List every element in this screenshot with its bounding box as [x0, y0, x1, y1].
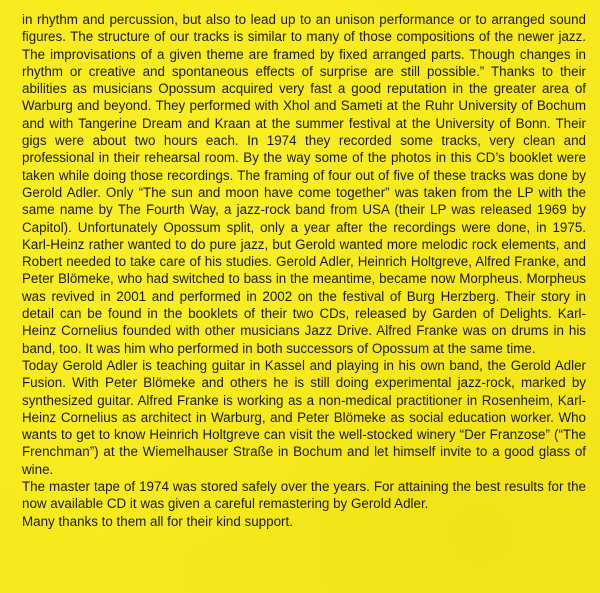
paragraph-today: Today Gerold Adler is teaching guitar in Kassel and playing in his own band, the Gerold Adler Fusion. With Peter Blömeke and others he is still doing experimental jazz-rock, marked by synthesized guitar. Alfred Franke is working as a non-medical practitioner in Rosenheim, Karl-Heinz Cornelius as architect in Warburg, and Peter Blömeke as social education worker. Who wants to get to know Heinrich Holtgreve can visit the well-stocked winery “Der Franzose” (“The Frenchman”) at the Wiemelhauser Straße in Bochum and let himself invite to a good glass of wine. — [22, 357, 586, 477]
paragraph-thanks: Many thanks to them all for their kind support. — [22, 513, 293, 529]
body-text — [22, 11, 586, 530]
paragraph-master-tape: The master tape of 1974 was stored safely over the years. For attaining the best results for the now available CD it was given a careful remastering by Gerold Adler. — [22, 479, 586, 512]
paragraph-history: in rhythm and percussion, but also to lead up to an unison performance or to arranged sound figures. The structure of our tracks is similar to many of those compositions of the newer jazz. The improvisations of a given theme are framed by fixed arranged parts. Though changes in rhythm or creative and spontaneous effects of surprise are still possible.” Thanks to their abilities as musicians Opossum acquired very fast a good reputation in the greater area of Warburg and beyond. They performed with Xhol and Sameti at the Ruhr University of Bochum and with Tangerine Dream and Kraan at the summer festival at the University of Bonn. Their gigs were about two hours each. In 1974 they recorded some tracks, very clean and professional in their rehearsal room. By the way some of the photos in this CD’s booklet were taken while doing those recordings. The framing of four out of five of these tracks was done by Gerold Adler. Only “The sun and moon have come together” was taken from the LP with the same name by The Fourth Way, a jazz-rock band from USA (their LP was released 1969 by Capitol). Unfortunately Opossum split, only a year after the recordings were done, in 1975. Karl-Heinz rather wanted to do pure jazz, but Gerold wanted more melodic rock elements, and Robert needed to take care of his studies. Gerold Adler, Heinrich Holtgreve, Alfred Franke, and Peter Blömeke, who had switched to bass in the meantime, became now Morpheus. Morpheus was revived in 2001 and performed in 2002 on the festival of Burg Herzberg. Their story in detail can be found in the booklets of their two CDs, released by Garden of Delights. Karl-Heinz Cornelius founded with other musicians Jazz Drive. Alfred Franke was on drums in his band, too. It was him who performed in both successors of Opossum at the same time. — [22, 12, 586, 356]
